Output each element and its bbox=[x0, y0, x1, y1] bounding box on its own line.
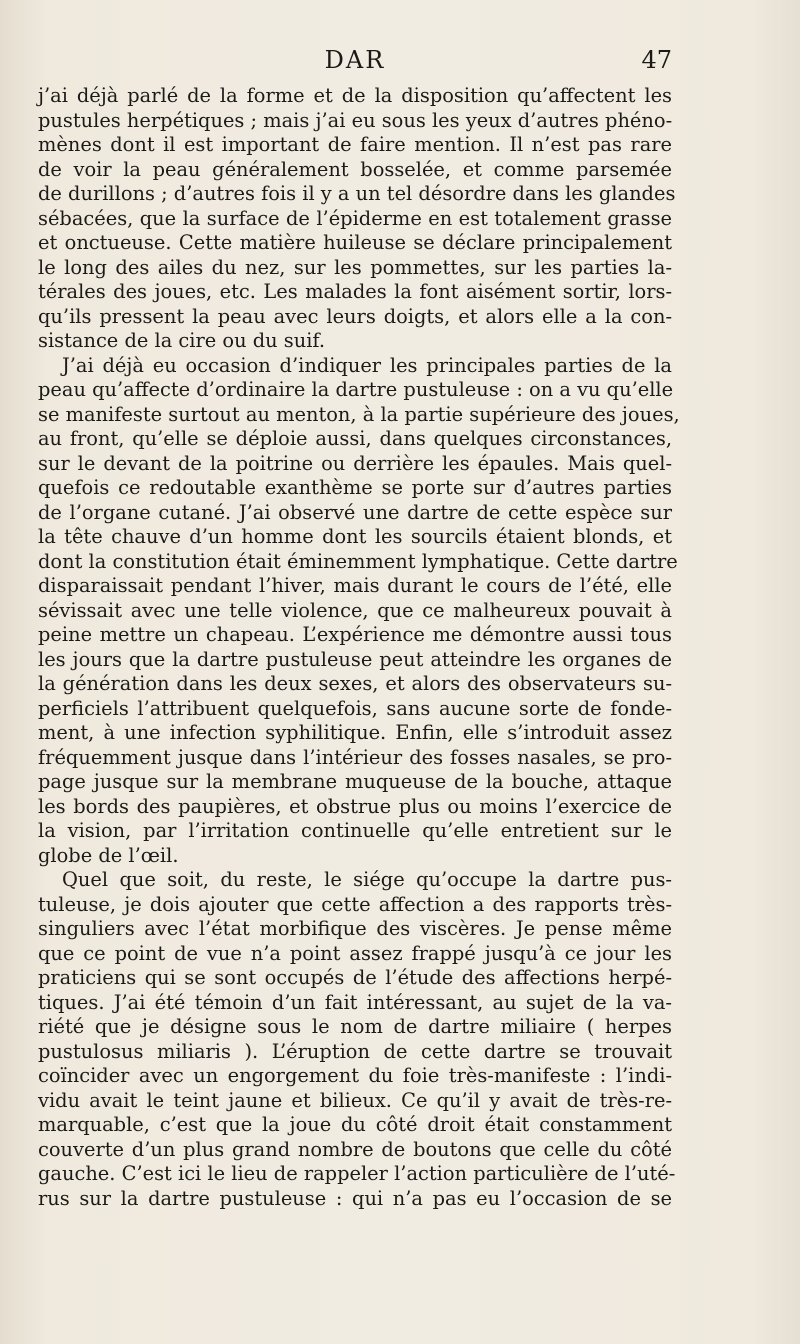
text-line: ment, à une infection syphilitique. Enfin, elle s’introduit assez bbox=[38, 721, 672, 744]
running-head: DAR bbox=[324, 46, 386, 74]
text-line: térales des joues, etc. Les malades la font aisément sortir, lors- bbox=[38, 280, 672, 303]
text-line: riété que je désigne sous le nom de dartre miliaire ( herpes bbox=[38, 1015, 672, 1038]
text-line: qu’ils pressent la peau avec leurs doigts, et alors elle a la con- bbox=[38, 304, 672, 328]
body-text bbox=[38, 84, 680, 1211]
text-line: praticiens qui se sont occupés de l’étude des affections herpé- bbox=[38, 966, 672, 989]
text-line: le long des ailes du nez, sur les pommettes, sur les parties la- bbox=[38, 255, 672, 279]
text-line: page jusque sur la membrane muqueuse de la bouche, attaque bbox=[38, 770, 672, 793]
text-line: quefois ce redoutable exanthème se porte sur d’autres parties bbox=[38, 476, 672, 499]
text-line: peau qu’affecte d’ordinaire la dartre pustuleuse : on a vu qu’elle bbox=[38, 378, 674, 401]
text-line: marquable, c’est que la joue du côté droit était constamment bbox=[38, 1113, 672, 1136]
text-line: pustulosus miliaris ). L’éruption de cette dartre se trouvait bbox=[38, 1039, 672, 1063]
text-line: tuleuse, je dois ajouter que cette affection a des rapports très- bbox=[38, 892, 672, 916]
text-line: sébacées, que la surface de l’épiderme en est totalement grasse bbox=[38, 206, 672, 230]
text-line: et onctueuse. Cette matière huileuse se déclare principalement bbox=[38, 231, 672, 254]
text-line: les jours que la dartre pustuleuse peut atteindre les organes de bbox=[38, 647, 672, 671]
text-line: singuliers avec l’état morbifique des viscères. Je pense même bbox=[38, 917, 672, 940]
text-line: sur le devant de la poitrine ou derrière les épaules. Mais quel- bbox=[38, 451, 672, 475]
text-line: mènes dont il est important de faire mention. Il n’est pas rare bbox=[38, 133, 672, 156]
text-line: j’ai déjà parlé de la forme et de la disposition qu’affectent les bbox=[38, 84, 672, 107]
text-line: coïncider avec un engorgement du foie très-manifeste : l’indi- bbox=[38, 1064, 672, 1087]
text-line: globe de l’œil. bbox=[38, 843, 179, 867]
text-line: vidu avait le teint jaune et bilieux. Ce qu’il y avait de très-re- bbox=[38, 1088, 672, 1112]
page-number: 47 bbox=[641, 46, 672, 74]
text-line: se manifeste surtout au menton, à la partie supérieure des joues, bbox=[38, 402, 680, 426]
text-line: peine mettre un chapeau. L’expérience me démontre aussi tous bbox=[38, 623, 672, 646]
text-line: les bords des paupières, et obstrue plus ou moins l’exercice de bbox=[38, 794, 672, 818]
text-line: de durillons ; d’autres fois il y a un tel désordre dans les glandes bbox=[38, 182, 676, 205]
text-line: que ce point de vue n’a point assez frappé jusqu’à ce jour les bbox=[38, 941, 672, 965]
text-line: la vision, par l’irritation continuelle qu’elle entretient sur le bbox=[38, 819, 672, 842]
text-line: de l’organe cutané. J’ai observé une dartre de cette espèce sur bbox=[38, 500, 672, 524]
text-line: tiques. J’ai été témoin d’un fait intéressant, au sujet de la va- bbox=[38, 990, 672, 1014]
text-line: au front, qu’elle se déploie aussi, dans quelques circonstances, bbox=[38, 427, 672, 450]
text-line: disparaissait pendant l’hiver, mais durant le cours de l’été, elle bbox=[38, 574, 672, 597]
text-line: la génération dans les deux sexes, et alors des observateurs su- bbox=[38, 672, 672, 695]
text-line: rus sur la dartre pustuleuse : qui n’a pas eu l’occasion de se bbox=[38, 1186, 672, 1210]
text-line: pustules herpétiques ; mais j’ai eu sous les yeux d’autres phéno- bbox=[38, 108, 673, 132]
text-line: la tête chauve d’un homme dont les sourcils étaient blonds, et bbox=[38, 525, 672, 548]
text-line: gauche. C’est ici le lieu de rappeler l’action particulière de l’uté- bbox=[38, 1162, 676, 1185]
text-line: Quel que soit, du reste, le siége qu’occupe la dartre pus- bbox=[62, 868, 672, 891]
page-header bbox=[38, 46, 672, 82]
text-line: couverte d’un plus grand nombre de boutons que celle du côté bbox=[38, 1137, 672, 1161]
text-line: sévissait avec une telle violence, que ce malheureux pouvait à bbox=[38, 598, 672, 622]
text-line: perficiels l’attribuent quelquefois, sans aucune sorte de fonde- bbox=[38, 696, 672, 720]
text-line: de voir la peau généralement bosselée, et comme parsemée bbox=[38, 157, 672, 181]
text-line: fréquemment jusque dans l’intérieur des fosses nasales, se pro- bbox=[38, 745, 672, 769]
text-line: J’ai déjà eu occasion d’indiquer les principales parties de la bbox=[62, 353, 672, 377]
text-line: dont la constitution était éminemment lymphatique. Cette dartre bbox=[38, 549, 678, 573]
text-line: sistance de la cire ou du suif. bbox=[38, 329, 326, 352]
